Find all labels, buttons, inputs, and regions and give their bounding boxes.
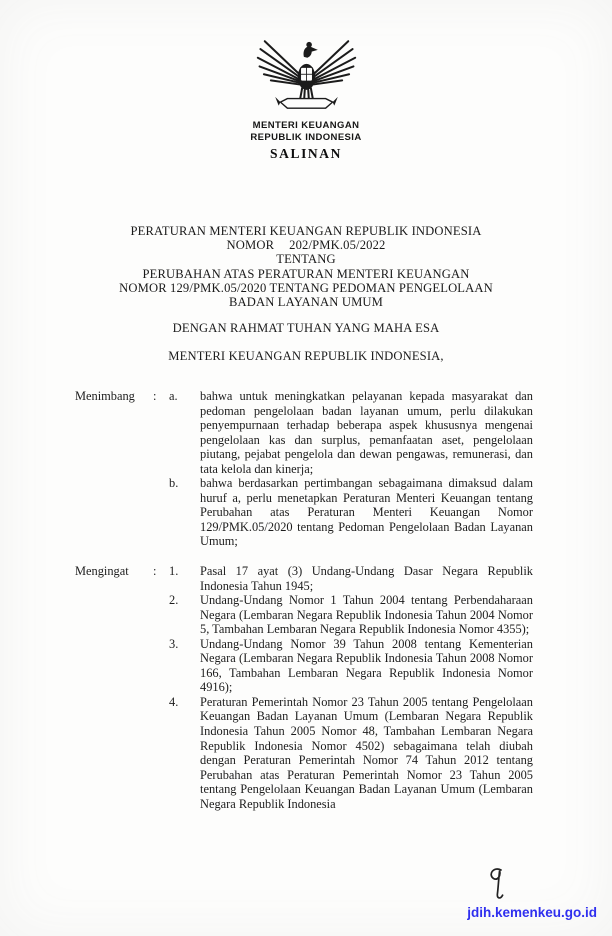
list-item bbox=[169, 389, 533, 476]
invocation-line: DENGAN RAHMAT TUHAN YANG MAHA ESA bbox=[172, 321, 440, 335]
considerations-items bbox=[169, 389, 533, 549]
jdih-website-link[interactable]: jdih.kemenkeu.go.id bbox=[467, 905, 597, 920]
item-text: bahwa berdasarkan pertimbangan sebagaimana dimaksud dalam huruf a, perlu menetapkan Peraturan Menteri Keuangan tentang Perubahan atas Peraturan Menteri Keuangan Nomor 129/PMK.05/2020 tentang Pedoman Pengelolaan Badan Layanan Umum; bbox=[200, 476, 533, 549]
letterhead bbox=[0, 36, 612, 162]
item-marker: a. bbox=[169, 389, 178, 403]
item-marker: b. bbox=[169, 476, 179, 491]
considerations-label: Menimbang bbox=[75, 389, 135, 403]
legal-basis-items bbox=[169, 564, 533, 811]
list-item bbox=[169, 564, 533, 593]
copy-stamp-salinan: SALINAN bbox=[270, 146, 342, 161]
garuda-pancasila-emblem-icon bbox=[254, 36, 359, 116]
regulation-title bbox=[36, 224, 576, 309]
handwritten-initial-mark-icon bbox=[486, 866, 510, 908]
considerations-colon: : bbox=[153, 389, 157, 403]
item-marker: 3. bbox=[169, 636, 179, 651]
item-marker: 4. bbox=[169, 694, 179, 709]
item-text: bahwa untuk meningkatkan pelayanan kepada masyarakat dan pedoman pengelolaan badan layanan umum, perlu dilakukan penyempurnaan terhadap beberapa aspek khususnya mengenai pengelolaan kas dan surplus, pemanfaatan aset, pengelolaan piutang, pejabat pengelola dan dewan pengawas, remunerasi, dan tata kelola dan kinerja; bbox=[200, 389, 533, 476]
list-item bbox=[169, 476, 533, 549]
ministry-name-line1: MENTERI KEUANGAN bbox=[252, 120, 360, 131]
legal-basis-clause bbox=[75, 564, 533, 811]
item-text: Undang-Undang Nomor 1 Tahun 2004 tentang Perbendaharaan Negara (Lembaran Negara Republik Indonesia Tahun 2004 Nomor 5, Tambahan Lembaran Negara Republik Indonesia Nomor 4355); bbox=[200, 593, 533, 637]
title-line-tentang: TENTANG bbox=[276, 252, 336, 267]
nomor-value: 202/PMK.05/2022 bbox=[289, 238, 386, 253]
legal-basis-label: Mengingat bbox=[75, 564, 129, 579]
list-item bbox=[169, 695, 533, 811]
title-subject-line3: BADAN LAYANAN UMUM bbox=[228, 295, 384, 310]
ministry-name-line2: REPUBLIK INDONESIA bbox=[250, 131, 362, 143]
title-line-regulation: PERATURAN MENTERI KEUANGAN REPUBLIK INDONESIA bbox=[130, 224, 482, 238]
title-line-nomor bbox=[36, 238, 576, 252]
document-body bbox=[75, 389, 533, 811]
list-item bbox=[169, 637, 533, 695]
item-text: Undang-Undang Nomor 39 Tahun 2008 tentang Kementerian Negara (Lembaran Negara Republik Indonesia Tahun 2008 Nomor 166, Tambahan Lembaran Negara Republik Indonesia Nomor 4916); bbox=[200, 636, 533, 695]
item-marker: 2. bbox=[169, 593, 179, 608]
item-text: Peraturan Pemerintah Nomor 23 Tahun 2005 tentang Pengelolaan Keuangan Badan Layanan Umum (Lembaran Negara Republik Indonesia Tahun 2005 Nomor 48, Tambahan Lembaran Negara Republik Indonesia Nomor 4502) sebagaimana telah diubah dengan Peraturan Pemerintah Nomor 74 Tahun 2012 tentang Perubahan atas Peraturan Pemerintah Nomor 23 Tahun 2005 tentang Pengelolaan Keuangan Badan Layanan Umum (Lembaran Negara Republik Indonesia bbox=[200, 694, 533, 811]
list-item bbox=[169, 593, 533, 637]
item-text: Pasal 17 ayat (3) Undang-Undang Dasar Negara Republik Indonesia Tahun 1945; bbox=[200, 564, 533, 593]
section-gap bbox=[75, 549, 533, 564]
title-subject-line2: NOMOR 129/PMK.05/2020 TENTANG PEDOMAN PENGELOLAAN bbox=[119, 280, 493, 295]
legal-basis-colon: : bbox=[153, 564, 157, 579]
considerations-clause bbox=[75, 389, 533, 549]
nomor-label: NOMOR bbox=[226, 238, 275, 253]
issuer-line: MENTERI KEUANGAN REPUBLIK INDONESIA, bbox=[168, 349, 444, 363]
title-subject-line1: PERUBAHAN ATAS PERATURAN MENTERI KEUANGAN bbox=[142, 266, 470, 281]
item-marker: 1. bbox=[169, 564, 179, 579]
